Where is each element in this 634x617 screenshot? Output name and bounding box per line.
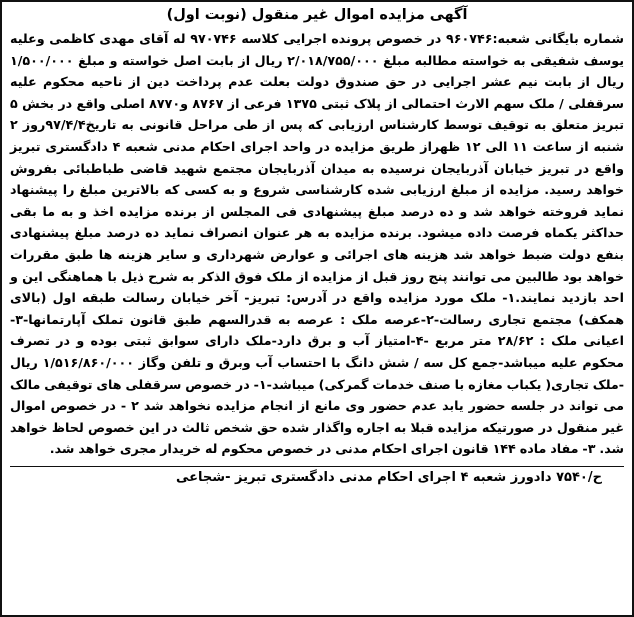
notice-signature: ح/۷۵۴۰ دادورز شعبه ۴ اجرای احکام مدنی دادگستری تبریز -شجاعی <box>176 469 602 485</box>
notice-body: شماره بایگانی شعبه:۹۶۰۷۴۶ در خصوص پرونده اجرایی کلاسه ۹۷۰۷۴۶ له آقای مهدی کاظمی وعلیه یوسف شفیقی به خواسته مطالبه مبلغ ۲/۰۱۸/۷۵۵/۰۰۰ ریال از بابت اصل خواسته و مبلغ ۱/۵۰۰/۰۰۰ ریال از بابت نیم عشر اجرایی در حق صندوق دولت بعلت عدم پرداخت دین از ناحیه محکوم علیه سرقفلی / ملک سهم الارث احتمالی از پلاک ثبتی ۱۳۷۵ فرعی از ۸۷۶۷ و۸۷۷۰ اصلی واقع در بخش ۵ تبریز متعلق به توقیف توسط کارشناس ارزیابی که پس از طی مراحل قانونی به تاریخ۹۷/۴/۴روز ۲ شنبه از ساعت ۱۱ الی ۱۲ ظهراز طریق مزایده در واحد اجرای احکام مدنی شعبه ۴ دادگستری تبریز واقع در تبریز خیابان آذربایجان نرسیده به میدان آذربایجان مجتمع شهید قاضی طباطبائی بفروش خواهد رسید. مزایده از مبلغ ارزیابی شده کارشناسی شروع و به کسی که بالاترین مبلغ را پیشنهاد نماید فروخته خواهد شد و ده درصد مبلغ پیشنهادی فی المجلس از برنده مزایده اخذ و به ما بقی حداکثر یکماه فرصت داده میشود. برنده مزایده به هر عنوان انصراف نماید ده درصد مبلغ پیشنهادی بنفع دولت ضبط خواهد شد هزینه های اجرائی و عوارض شهرداری و سایر هزینه ها طبق مقررات خواهد بود طالبین می توانند پنج روز قبل از مزایده از ملک فوق الذکر به شرح ذیل با هماهنگی این و احد بازدید نمایند.۱- ملک مورد مزایده واقع در آدرس: تبریز- آخر خیابان رسالت طبقه اول (بالای همکف) مجتمع تجاری رسالت-۲-عرصه ملک : عرصه به قدرالسهم طبق قانون تملک آپارتمانها-۳- اعیانی ملک : ۲۸/۶۲ متر مربع -۴-امتیاز آب و برق دارد-ملک دارای سوابق ثبتی بوده و در تصرف محکوم علیه میباشد-جمع کل سه / شش دانگ با احتساب آب وبرق و تلفن وگاز ۱/۵۱۶/۸۶۰/۰۰۰ ریال -ملک تجاری( یکباب مغازه با صنف خدمات گمرکی) میباشد-۱- در خصوص سرقفلی های توقیفی مالک می تواند در جلسه حضور یابد عدم حضور وی مانع از انجام مزایده نخواهد شد ۲ - در خصوص اموال غیر منقول در صورتیکه مزایده قبلا به اجاره واگذار شده حق شخص ثالث در این خصوص لحاظ خواهد شد. ۳- مفاد ماده ۱۴۴ قانون اجرای احکام مدنی در خصوص محکوم له خریدار مجری خواهد شد. <box>10 31 625 457</box>
footer-divider <box>10 466 624 467</box>
notice-title: آگهی مزایده اموال غیر منقول (نوبت اول) <box>166 7 468 23</box>
